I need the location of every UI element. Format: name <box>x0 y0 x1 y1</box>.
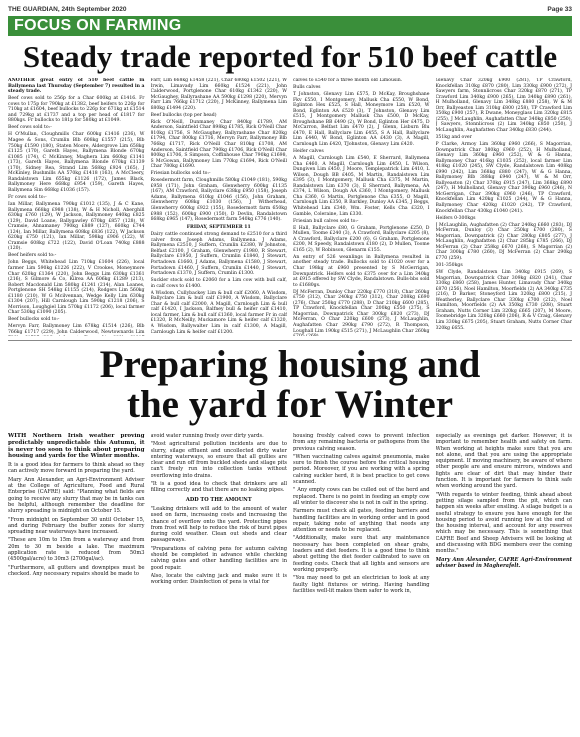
paragraph: Mary Ann Alexander, an Agri-Environment Adviser at the College of Agriculture, Food and Rural Enterprise (CAFRE) said: "Planning what fields are going to receive any slurry that may be in tanks can be helpful, although remember the deadline for slurry spreading is midnight on October 15. <box>8 476 145 515</box>
article2-column <box>436 433 573 731</box>
paragraph: P Clarke, Armoy Lim 360kg £960 (266), S Magorrian, Downpatrick Char 380kg £960 (252), H Mulholland, Glenavy Lim 360kg £960 (252), W & G Hanna, Ballymoney Char 416kg £1035 (252), local farmer Lim 418kg £1020 (245), SW Clyde, Randalstown Lim 408kg £990 (242), Lim 368kg £880 (247), W & G Hanna, Ballymoney Blb 388kg £940 (247), W & M Orr, Ballyeaston (2) Char 370kg £915 (247), Lim 368kg £890 (247), H Mulholland, Glenavy Char 390kg £960 (246), N McGerrigan, Char 390kg £960 (246), TP Crawford, Knockfellan Lim 420kg £1025 (244), W & G Hanna, Ballymoney Char 420kg £1020 (242), TP Crawford, Knockfellan Char 430kg £1040 (241). <box>435 142 572 214</box>
paragraph: "These are 10m to 15m from a waterway and from 20m to 30 m beside a lake. The maximum application rate is reduced from 50m3 (4500gal/acre) to 30m3 (2700gal/ac). <box>8 537 145 563</box>
paragraph: Friesian bull calves sold to:- <box>293 218 359 224</box>
paragraph: avoid water running freely over dirty yards. <box>150 433 264 439</box>
paragraph: "Preparations of calving pens for autumn calving should be completed in advance while checking calving gates and other handling facilities are in good repair. <box>150 545 287 571</box>
paragraph: Farmers must check all gates, feeding barriers and handling facilities are in working order and in good repair, taking note of anything that needs any attention or needs to be replaced. <box>293 508 430 534</box>
paragraph: Friesian bullocks sold to:- <box>150 171 211 177</box>
section-title: FOCUS ON FARMING <box>14 17 182 34</box>
article2-column <box>8 433 145 731</box>
section-divider <box>8 340 572 341</box>
paragraph: Heifer calves <box>293 149 324 155</box>
subheading: ADD TO THE AMOUNT <box>185 496 252 503</box>
paragraph: Beef cows sold to 256p for a Char 600kg at £1416. Fr cows to 175p for 790kg at £1382, beef heifers to 226p for 710kg at £1604, beef bullocks to 226p for 671kg at £1514 and 729kg at £1737 and a top per head of £1817 for 880kgs. Fr bullocks to 181p for 580kg at £1049. <box>8 96 145 124</box>
paragraph: "When vaccinating calves against pneumonia, make sure to finish the course before the critical housing period. Moreover, if you are working with a spring calving suckler herd, it is best practice to get cows scanned. <box>293 453 430 486</box>
paragraph: especially as evenings get darker. However, it is important to remember health and safety on farm. When working at heights make sure that you are not alone, and that you are using the appropriate equipment. If moving machinery, be aware of where other people are and ensure mirrors, windows and lights are clear of dirt that may hinder their function. It is important for farmers to think safe when working around the yard. <box>435 433 572 490</box>
paragraph: J McLaughlin, Aughafatten (2) Char 240kg £660 (283), DJ McFerran, Dunloy (3) Char 250kg £700 (280), S Magorrian, Downpatrick (2) Char 280kg £805 (277), J McLaughlin, Aughafatten (2) Char 285kg £785 (266), DJ McFerran (2) Char 258kg £670 (268), S Magorrian (2) Char 300kg £780 (260), DJ McFerran (2) Char 290kg £770 (259). <box>435 222 572 261</box>
paragraph: E Hall, Ballyclare £80, G Graham, Portglenone £250, D Mullen, Toome £240 (3), A Crawford, Ballyclare £205 (8), A Crawford, Ballyclare £200 (6), G Graham, Portglenone £200, M Speedy, Randalstown £180 (2), D Mullen, Toome £165 (2), W Robinson, Glenarm £155. <box>293 225 430 253</box>
paragraph: Beef bullocks sold to:- <box>8 317 60 323</box>
page-header <box>8 6 572 16</box>
paragraph: ANOTHER great entry of 510 beef cattle in Ballymena last Thursday (September 7) resulted in a steady trade. <box>8 78 145 95</box>
paragraph: DJ McFerran, Dunloy Char 220kg £770 (318), Char 260kg £750 (312), Char 240kg £750 (312), Char 208kg £690 (276), Char 250kg £770 (288), D Char 210kg £600 (285), TP Crawford, Knockfellan Char 200kg £550 (275), S Magorrian, Downpatrick Char 300kg £820 (273), DJ McFerran, O Char 220kg £600 (273), J McLaughlin, Aughafatten Char 290kg £790 (272), R Thompson, Loughall Lim 190kg £515 (271), J McLaughlin Char 260kg <box>293 289 430 334</box>
article1-column <box>8 78 145 336</box>
paragraph: "Most agricultural pollution incidents are due to slurry, silage effluent and uncollected dirty water entering waterways, so ensure that all gullies are clear and run off from buckled sheds and silage pits can't freely run into collection tanks without overflowing into drains. <box>150 441 287 479</box>
publication-date: THE GUARDIAN, 24th September 2020 <box>8 6 127 13</box>
article2-headline <box>8 345 572 425</box>
paragraph: "Leaking drinkers will add to the amount of water used on farm, increasing costs and increasing the chance of overflow onto the yard. Protecting pipes from frost will help to reduce the risk of burst pipes during cold weather. Clean out sheds and clear passageways. <box>150 505 287 544</box>
article1-column <box>151 78 288 336</box>
paragraph: Ian Millar, Ballymena 790kg £1012 (135), J & C Kane, Ballymena 668kg £988 (138), W & H Nicholl, Aberghill 630kg £760 (129), W Jackson, Ballymoney 640kg £825 (129), David Loane, Ballygawley 670kg £857 (128), W Cramsie, Ahnamaney 790kg £889 (127), 660kg £744 (124), Ian Millar, Ballymena 608kg £836 (122), W Jackson 620kg £750 (121), Ian Millar, 598kg £906 (122), W Cramsie 608kg £722 (122), David O'Loan 740kg £888 (120). <box>8 201 145 252</box>
article2-headline-line1: Preparing housing and <box>99 343 481 386</box>
article1-body <box>8 78 572 336</box>
paragraph: Dairy cattle continued strong demand to £2510 for a third calver from Joseph Adams, Ballymena. J Adams, Ballymena £2510, J Suffern, Crumlin £2380, W Johnston, Belfast £2100, J Graham, Glenwherry £1980, R Stewart, Ballyclare £1950, J Suffern, Crumlin £1840, J Stewart, Portadown £1660, J Adams, Ballymena £1580, J Stewart, Portadown £1460, J Suffern, Crumlin £1440, J Stewart, Portadown £1370, J Suffern, Crumlin £1300. <box>150 232 287 277</box>
paragraph: Rosedermott farm, Cloughmills 580kg £1049 (181), 590kg £958 (171), John Graham, Glenwherry 600kg £1135 (167), AM Crawford, Ballyclare 638kg £950 (158), Joseph Adams, Ballymena 610kg £1046 (156), John Graham, Glenwherry 608kg £1030 (156), J Witherhead, Glenwherry 600kg £922 (155), Rosedermott farm 650kg £988 (152), 600kg £900 (150), D Devlin, Randalstown 668kg £965 (147), Rosedermott farm 540kg £776 (140). <box>150 178 287 223</box>
paragraph: WITH Northern Irish weather proving predictably unpredictable this Autumn, it is never too soon to think about preparing housing and yards for the Winter months. <box>8 433 145 460</box>
section-banner <box>8 16 572 36</box>
paragraph: A Magill, Carnlough Lim £540, E Sherrard, Ballymena Cha £460, A Magill, Carnlough Lim £450, L Wilson, Dungiven Lim £450, J Moore, Templepatrick Lim £410, L Wilson, Dough BB £405, M Martin, Randalstown Lim £395 (3), I Montgomery, Mallusk Cha £375, M Martin, Randalstown Lim £370 (3), E Sherrard, Ballymena, AA £374, L Wilson, Dough AA £360, I Montgomery, Mallusk Cha £360, G Martin, Portglenone Cha £355, O Magill, Carnlough Lim £350, R Barkley, Dunloy AA £345, J Beggs, Whitehead Lim £340, Wm. Foster, Kells Cha £320, I Gamble, Coleraine, Lim £330. <box>293 156 430 217</box>
paragraph: Beef cows sold to:- <box>8 125 52 131</box>
article2-body <box>8 433 572 731</box>
article1-column <box>293 78 430 336</box>
paragraph: Glenavy Char 320kg £900 (281), TP Crawford, Knockfellan 310kg £870 (280), Lim 330kg £900 (272), J Sawyers farm, Stonnlicross Char 320kg £870 (271), TP Crawford Lim 340kg £900 (265), Lim 340kg £890 (261), H Mulholland, Glenavy Lim 348kg £880 (258), W & M Orr, Ballyeaston Lim 310kg £800 (258), TP Crawford Lim 350kg £900 (257), R Dwane, Moneyglass Lim 320kg £815 (255), J McLaughlin, Aughafatten Char 340kg £850 (250), J Sawyers, Stonnlicross (2) Lim 340kg £850 (250), J McLaughlin, Aughafatten Char 340kg £830 (244). <box>435 78 572 133</box>
paragraph: It is a good idea for farmers to think ahead so they can actively move forward in preparing the yard. <box>8 462 145 475</box>
paragraph: 351kg and over <box>435 134 472 140</box>
paragraph: An entry of 526 weanlings in Ballymena resulted in another steady trade. Bullocks sold to £1020 over for a Char 198kg at £960 presented by S McGerrigan, Downpatrick. Heifers sold to £375 over for a Lim 340kg at £915 offered by SW Clyde, Randalstown. Bulls-bbs sold to £1680gs. <box>293 254 430 288</box>
paragraph: H O'Mullan, Cloughmills Char 600kg £1416 (236), W Magee & Sons, Crumlin Blb 608kg £1557 (215), Blb 750kg £1590 (180), Staten Moore, Aldergrove Lim 658kg £1125 (170), Gareth Hayes, Ballymena Blonde 670kg £1085 (174), C McKinney, Maghera Lim 660kg £1141 (173), Gareth Hayes, Ballymena Blonde 670kg £1139 (170), Sidney Rea, Strand Lim 568kg £924 (165), J McKinley, Bushmills AA 570kg £1418 (163), A McCleery, Randalstown Lim 655kg £1126 (172), James Black, Ballymoney Here 668kg £954 (159), Gareth Hayes, Ballymena Sim 668kg £1036 (157). <box>8 132 145 193</box>
paragraph: Also, locate the calving jack and make sure it is working order. Disinfection of pens is vital for <box>150 572 287 586</box>
paragraph: SW Clyde, Randalstown Lim 340kg £915 (269), S Magorrian, Downpatrick Char 309kg £820 (241), Char 330kg £860 (258), James Hunter, Limavady Char 340kg £870 (256), Noel Hamilton, Moorfields (2) AA 340kg £735 (216), D Barker, Stoneyford Lim 320kg £800 (215), J Weatherley, Ballyclare Char 330kg £700 (212), Noel Hamilton, Moorfields (2) AA 350kg £730 (208), Stuart Graham, Nutts Corner Lim 320kg £665 (207), M Moore, Toomebridge Lim 320kg £660 (206), R & V Craig, Glenavy Lim 330kg £675 (205), Stuart Graham, Nutts Corner Char 320kg £655. <box>435 270 572 331</box>
paragraph: A Wisdom, Cullybackey Lim & bull calf £2060, A Wisdom, Ballyclare Lim & bull calf £1900, A Wisdom, Ballyclare Char & bull calf £2000, A Magill, Carnlough Lim & bull calf £1420, I Jackson, Balfney bull & heifer calf £1410, local farmer, Lim & bull calf £1360, local farmer Fr in calf £1320, R McNeilly, Muckamore Lim & heifer calf £1320, A Wisdom, Ballywalter Lim in calf £1300, A Magill, Carnlough Lim & heifer calf £1200. <box>150 290 287 335</box>
paragraph: calves to £540 for a three month old Limousin. <box>293 78 403 83</box>
article2-headline-line2: the yard for Winter <box>126 383 454 426</box>
paragraph: Mervyn Farr, Ballymoney Lim 678kg £1514 (226), Blb 766kg £1717 (229), John Calderwood, Newtownards Lim <box>8 324 145 336</box>
paragraph: Bulls calves <box>293 85 321 91</box>
paragraph: Rick O'Neill, Dunmaney Char 840kg £1789, AM Anderson, Saintfield Char 898kg £1785, Rick O'Neill Char 810kg £1756, S McGaughey, Ballyrashane Char 820kg £1794, Char 800kg £1716, Mervyn Farr, Ballymoney Blb 766kg £1717, Rick O'Neill Char 810kg £1708, AM Anderson, Saintfield Char 790kg £1706, Rick O'Neill Char 800kg £1706, S Simpson, Coffinhouse Char 790kg £1698, S McGowan, Ballymoney Lim 770kg £1694, Rick O'Neill Char 780kg £1690. <box>150 119 287 170</box>
paragraph: Beef bullocks (top per head) <box>150 112 217 118</box>
paragraph: "You may need to get an electrician to look at any faulty light fixtures or wiring. Having handling facilities well-lit makes them safer to work in, <box>293 575 430 594</box>
paragraph: housing freshly calved cows to prevent infection from any remaining bacteria or pathogens from the previous calving season. <box>293 433 430 452</box>
paragraph: "It is a good idea to check that drinkers are all filling correctly and that there are no leaking pipes. <box>150 481 287 494</box>
paragraph: "With regards to winter feeding, think ahead about getting silage sampled from the pit, which can happen six weeks after ensiling. A silage budget is a useful strategy to ensure you have enough for the housing period to avoid running low at the end of the housing interval, and account for any reserves which may be necessary. This is something that CAFRE Beef and Sheep Advisers will be looking at and discussing with BDG members over the coming months." <box>435 491 572 555</box>
paragraph: Beef heifers sold to:- <box>8 253 57 259</box>
author-caption: Mary Ann Alexander, CAFRE Agri-Environment adviser based in Magherafelt. <box>435 556 572 569</box>
paragraph: T Johnston, Glenavy Lim £575, D McKay, Broughshane Fkv £550, I Montgomery, Mallusk Cha £550, W Bond, Eglinton Hex £525, S Hall, Moneymore Lim £520, W Bond, Eglinton AA £520 (3), T Johnston, Glenavy Lim £515, J Montgomery Mallusk Cha £500, D McKay, Broughshane BB £490 (2), W Bond, Eglinton Her £475, D McCarron, Belfast Lim £470 (2), J Glenn, Lisburn Blu £470, E Hall, Ballyclare Lim £455, S A Hall, Ballyclare Lim £440, W Bond, Eglinton AA £430 (3), A Magill, Carnlough Lim £420, TJohnston, Glenavy Lim £420. <box>293 92 430 148</box>
paragraph: "Additionally, make sure that any maintenance necessary has been completed on shear grabs, loaders and diet feeders. It is a good time to think about getting the diet feeder calibrated to save on feeding costs. Check that all lights and sensors are working properly. <box>293 535 430 573</box>
page-number: Page 33 <box>547 6 572 13</box>
article1-column <box>436 78 573 336</box>
paragraph: John Beggs, Whitehead Lim 710kg £1604 (226), local farmer Lim 590kg £1226 (222), V Crookes, Moneymore Char 620kg £1364 (220), John Beggs Lim 630kg £1361 (216), S Gilmore & Co, Kilrea AA 606kg £1289 (213), Robert Macdonald Lim 580kg £1241 (214), Alan Loanes, Portglenone SH 548kg £1155 (214), Rodgers Lim 560kg £1180 (210), W G Mcilvennan, Wedge Kelly Lim 630kg £1304 (207), Hill Carnlough Lim 590kg £1218 (206), S Morrison, Loughgiel Lim 570kg £1172 (206), local farmer Char 530kg £1090 (205). <box>8 260 145 316</box>
paragraph: " Any empty cows can be culled out of the herd and replaced. There is no point in feeding an empty cow all winter to discover she is not in calf in the spring. <box>293 487 430 506</box>
paragraph: "Furthermore, all gutters and downpipes must be checked. Any necessary repairs should be made to <box>8 564 145 577</box>
article1-headline: Steady trade reported for 510 beef cattle <box>22 39 558 74</box>
paragraph: Fr cows sold to:- <box>8 194 47 200</box>
paragraph: Suckler stock sold to £2060 for a Lim cow with bull calf, in calf cows to £1400. <box>150 278 287 289</box>
article2-column <box>151 433 288 731</box>
paragraph: Farr, Lim 668kg £1458 (221), Char 680kg £1502 (221), W Irwin, Limavady Lim 660kg £1524 (221), John Calderwood, Portglenone Char 610kg £1342 (220), W McGaughey, Ballyrashane AA 590kg £1298 (220), Mervyn Farr Lim 766kg £1712 (220), J McKinney, Ballymena Lim 680kg £1494 (220). <box>150 78 287 111</box>
paragraph: "From midnight on September 30 until October 15, and during February the buffer zones for slurry spreading near waterways have increased. <box>8 516 145 536</box>
subheading: FRIDAY, SEPTEMBER 11 <box>186 224 251 230</box>
paragraph: Heifers 0-300kgs <box>435 215 476 221</box>
article2-column <box>293 433 430 731</box>
paragraph: 301-350kgs <box>435 263 463 268</box>
